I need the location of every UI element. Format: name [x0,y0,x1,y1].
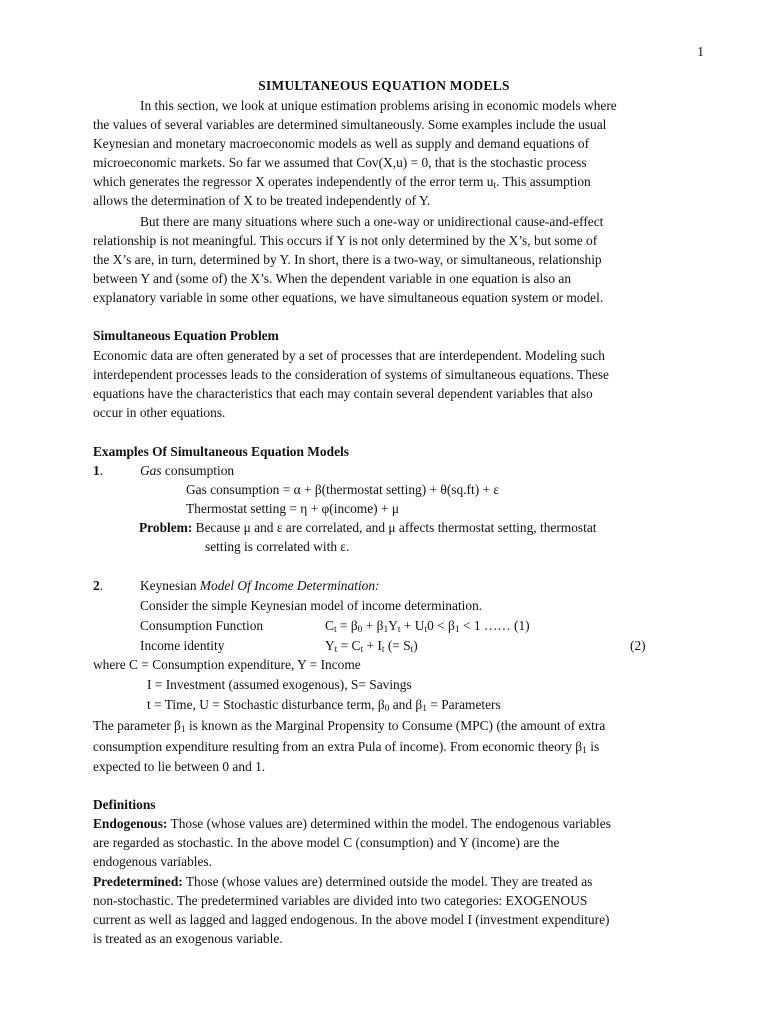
where3-a: t = Time, U = Stochastic disturbance term, β [147,697,385,712]
example-2-number [93,576,103,595]
section-heading-definitions: Definitions [93,797,156,812]
where3-b: and β [389,697,423,712]
cf-U-sub: t [424,625,428,635]
intro-p2-line-2: relationship is not meaningful. This occurs if Y is not only determined by the X’s, but some of [93,233,598,248]
intro-p1-line-4: microeconomic markets. So far we assumed that Cov(X,u) = 0, that is the stochastic process [93,155,587,170]
intro-p2-line-3: the X’s are, in turn, determined by Y. In short, there is a two-way, or simultaneous, relationship [93,252,602,267]
cf-Y-sub: t [397,625,401,635]
cf-tail: 0 < β [427,618,455,633]
intro-p2-line-4: between Y and (some of) the X’s. When the dependent variable in one equation is also an [93,271,572,286]
predetermined-line-3: current as well as lagged and lagged endogenous. In the above model I (investment expenditure) [93,912,610,927]
ii-Y-sub: t [334,645,338,655]
problem-line-3: equations have the characteristics that each may contain several dependent variables that also [93,386,593,401]
intro-p1-line-6: allows the determination of X to be treated independently of Y. [93,193,431,208]
where-line-1: where C = Consumption expenditure, Y = Income [93,657,361,672]
ii-I-sub: t [381,645,385,655]
predetermined-label: Predetermined: [93,874,183,889]
intro-p1-line-1: In this section, we look at unique estimation problems arising in economic models where [140,98,617,113]
intro-p2-line-5: explanatory variable in some other equations, we have simultaneous equation system or model. [93,290,604,305]
example-1-title-italic: Gas [140,463,162,478]
endogenous-label: Endogenous: [93,816,168,831]
problem-label: Problem: [139,520,193,535]
intro-p1-line-5-tail: . This assumption [496,174,591,189]
mpc1-b: is known as the Marginal Propensity to Consume (MPC) (the amount of extra [185,718,606,733]
endogenous-text-1: Those (whose values are) determined within the model. The endogenous variables [167,816,611,831]
consumption-function-label: Consumption Function [140,618,264,633]
ii-S-sub: t [410,645,414,655]
predetermined-line-1 [93,872,592,891]
cf-eq: = β [336,618,358,633]
income-identity-number: (2) [630,638,646,653]
problem-line-4: occur in other equations. [93,405,226,420]
ii-Y: Y [325,638,335,653]
ii-C-sub: t [360,645,364,655]
problem-line-1: Economic data are often generated by a set of processes that are interdependent. Modeling such [93,348,605,363]
example-2-title-plain: Keynesian [140,578,200,593]
where3-sub1: 1 [422,704,427,714]
example-2-num: 2 [93,578,100,593]
section-heading-problem: Simultaneous Equation Problem [93,328,279,343]
example-2-title-italic: Model Of Income Determination: [199,578,380,593]
example-1-num-dot: . [99,463,104,478]
example-1-problem [139,518,597,537]
mpc1-a: The parameter β [93,718,181,733]
example-1-title-rest: consumption [161,463,235,478]
mpc1-sub: 1 [180,725,186,735]
example-2-consider: Consider the simple Keynesian model of income determination. [140,598,483,613]
example-1-equation-1: Gas consumption = α + β(thermostat setting) + θ(sq.ft) + ε [186,482,500,497]
cf-U: + U [400,618,425,633]
section-heading-examples: Examples Of Simultaneous Equation Models [93,444,349,459]
mpc2-sub: 1 [582,746,587,756]
endogenous-line-3: endogenous variables. [93,854,212,869]
income-identity-label: Income identity [140,638,225,653]
document-title: SIMULTANEOUS EQUATION MODELS [258,78,510,93]
intro-p1-line-2: the values of several variables are determined simultaneously. Some examples include the usual [93,117,607,132]
example-1-title [140,461,234,480]
predetermined-line-2: non-stochastic. The predetermined variables are divided into two categories: EXOGENOUS [93,893,588,908]
intro-p1-line-3: Keynesian and monetary macroeconomic models as well as supply and demand equations of [93,136,590,151]
cf-plus: + β [362,618,384,633]
problem-line-2: interdependent processes leads to the consideration of systems of simultaneous equations. These [93,367,609,382]
mpc2-b: is [586,739,600,754]
ii-paren: (= S [384,638,411,653]
endogenous-line-1 [93,814,611,833]
where3-c: = Parameters [426,697,501,712]
endogenous-line-2: are regarded as stochastic. In the above model C (consumption) and Y (income) are the [93,835,560,850]
page-number: 1 [697,44,704,59]
subscript-t: t [493,181,497,191]
where-line-2: I = Investment (assumed exogenous), S= Savings [147,677,412,692]
ii-eq: = C [337,638,361,653]
cf-C: C [325,618,334,633]
example-2-title [140,576,380,595]
example-1-problem-cont: setting is correlated with ε. [205,539,350,554]
cf-beta1-sub: 1 [383,625,389,635]
cf-end: < 1 …… (1) [459,618,530,633]
example-2-num-dot: . [99,578,104,593]
example-1-num: 1 [93,463,100,478]
example-1-equation-2: Thermostat setting = η + φ(income) + μ [186,501,400,516]
predetermined-line-4: is treated as an exogenous variable. [93,931,283,946]
example-1-number [93,461,103,480]
cf-beta0-sub: 0 [357,625,363,635]
problem-text: Because μ and ε are correlated, and μ affects thermostat setting, thermostat [192,520,597,535]
intro-p1-line-5-text: which generates the regressor X operates independently of the error term u [93,174,494,189]
intro-p2-line-1: But there are many situations where such a one-way or unidirectional cause-and-effect [140,214,604,229]
where3-sub0: 0 [384,704,390,714]
mpc2-a: consumption expenditure resulting from an extra Pula of income). From economic theory β [93,739,583,754]
cf-C-sub: t [333,625,337,635]
ii-plus: + I [363,638,382,653]
cf-beta1b-sub: 1 [454,625,460,635]
predetermined-text-1: Those (whose values are) determined outside the model. They are treated as [182,874,593,889]
ii-close: ) [413,638,418,653]
mpc-line-3: expected to lie between 0 and 1. [93,759,266,774]
cf-Y: Y [388,618,398,633]
